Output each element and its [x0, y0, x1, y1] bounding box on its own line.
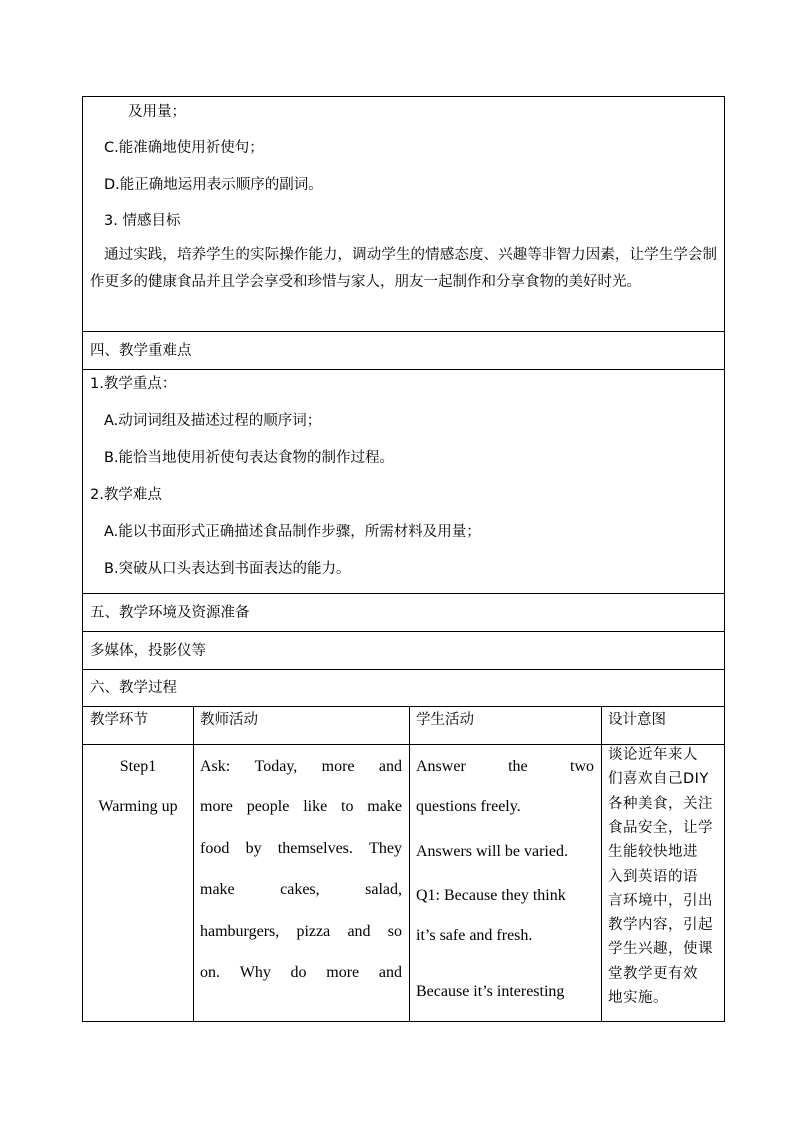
teacher-activity-line: hamburgers, pizza and so: [200, 923, 402, 940]
key-point-b: B.能恰当地使用祈使句表达食物的制作过程。: [104, 450, 395, 466]
section4-heading-cell: [83, 332, 724, 370]
difficulty-a: A.能以书面形式正确描述食品制作步骤，所需材料及用量；: [104, 524, 481, 540]
resources-text: 多媒体，投影仪等: [90, 643, 206, 659]
column-divider: [193, 745, 194, 1021]
column-divider: [409, 707, 410, 744]
section6-heading: 六、教学过程: [90, 680, 177, 696]
emotion-heading: 3. 情感目标: [104, 213, 181, 229]
difficulty-b: B.突破从口头表达到书面表达的能力。: [104, 561, 351, 577]
column-divider: [601, 745, 602, 1021]
teacher-activity-line: food by themselves. They: [200, 840, 402, 857]
section5-heading: 五、教学环境及资源准备: [90, 605, 250, 621]
design-intent-line: 言环境中，引出: [608, 892, 713, 909]
design-intent-line: 食品安全，让学: [608, 819, 713, 836]
column-divider: [601, 707, 602, 744]
section4-content-cell: [83, 370, 724, 594]
student-activity-line: Answer the two: [416, 758, 594, 775]
teacher-activity-line: make cakes, salad,: [200, 881, 402, 898]
difficulties-title: 2.教学难点: [90, 487, 162, 503]
design-intent-line: 生能较快地进: [608, 844, 698, 861]
student-activity-line: Because it’s interesting: [416, 983, 565, 1000]
lesson-plan-table: [82, 96, 725, 1022]
section5-content-cell: [83, 632, 724, 670]
objective-item-c: C.能准确地使用祈使句；: [104, 140, 264, 156]
section6-heading-cell: [83, 670, 724, 707]
teacher-activity-line: Ask: Today, more and: [200, 758, 402, 775]
student-activity-line: Q1: Because they think: [416, 887, 566, 904]
step-subtitle: Warming up: [98, 798, 178, 815]
design-intent-line: 谈论近年来人: [608, 747, 698, 763]
design-intent-line: 教学内容，引起: [608, 917, 713, 934]
process-header-row: [83, 707, 724, 745]
key-points-title: 1.教学重点：: [90, 376, 177, 392]
step-name: Step1: [119, 758, 157, 775]
key-point-a: A.动词词组及描述过程的顺序词；: [104, 413, 322, 429]
design-intent-line: 各种美食，关注: [608, 795, 713, 812]
column-header-student: 学生活动: [416, 712, 474, 728]
column-divider: [193, 707, 194, 744]
student-activity-line: it’s safe and fresh.: [416, 927, 533, 944]
student-activity-line: Answers will be varied.: [416, 843, 568, 860]
column-divider: [409, 745, 410, 1021]
teacher-activity-line: on. Why do more and: [200, 964, 402, 981]
objective-item-d: D.能正确地运用表示顺序的副词。: [104, 177, 323, 193]
column-header-stage: 教学环节: [90, 712, 148, 728]
design-intent-line: 学生兴趣，使课: [608, 941, 713, 958]
objectives-cell: [83, 97, 724, 332]
objective-line: 及用量；: [128, 104, 186, 120]
design-intent-line: 堂教学更有效: [608, 965, 698, 982]
process-step-row: [83, 745, 724, 1021]
teacher-activity-line: more people like to make: [200, 798, 402, 815]
column-header-teacher: 教师活动: [200, 712, 258, 728]
student-activity-line: questions freely.: [416, 798, 521, 815]
section4-heading: 四、教学重难点: [90, 343, 192, 359]
column-header-intent: 设计意图: [608, 712, 666, 728]
design-intent-line: 们喜欢自己DIY: [608, 771, 709, 788]
design-intent-line: 地实施。: [608, 990, 668, 1006]
section5-heading-cell: [83, 594, 724, 632]
emotion-text: 通过实践，培养学生的实际操作能力，调动学生的情感态度、兴趣等非智力因素，让学生学会制作更多的健康食品并且学会享受和珍惜与家人，朋友一起制作和分享食物的美好时光。: [90, 247, 717, 290]
design-intent-line: 入到英语的语: [608, 868, 698, 885]
